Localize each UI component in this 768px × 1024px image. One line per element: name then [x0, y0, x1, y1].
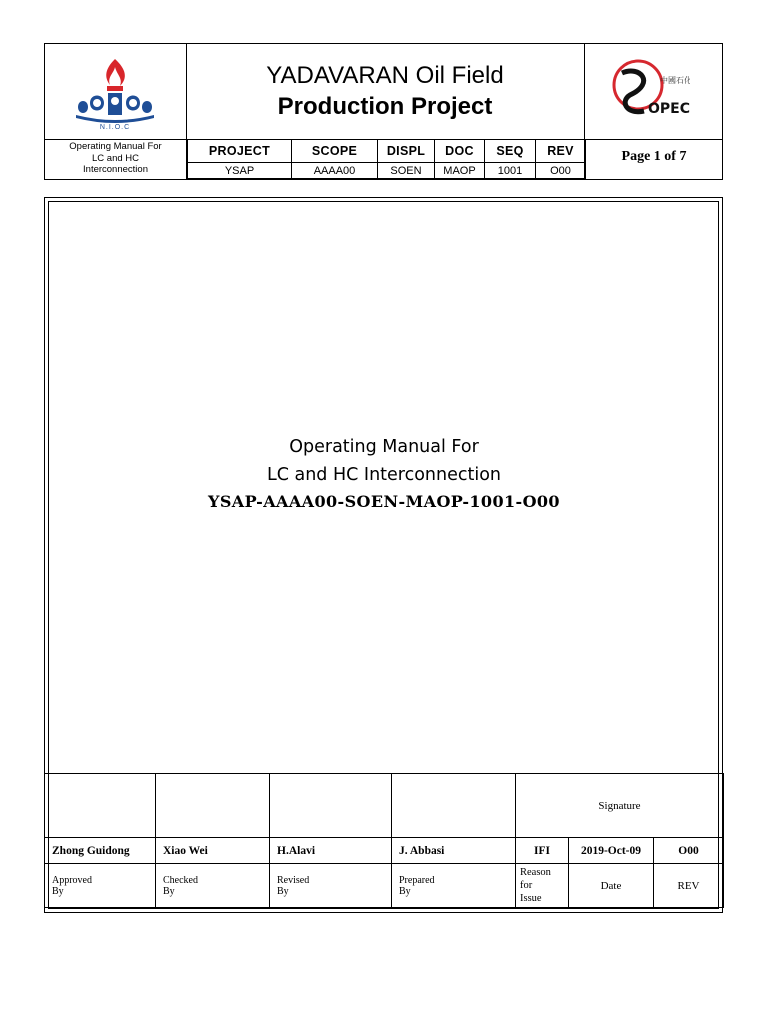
header-doc-caption	[44, 141, 187, 176]
header-divider-logo-caption	[44, 139, 187, 140]
code-header-seq: SEQ	[485, 140, 536, 163]
code-value-project: YSAP	[188, 163, 292, 179]
name-row	[45, 838, 724, 864]
caption-line2: LC and HC	[92, 152, 139, 164]
signature-table	[44, 773, 724, 908]
code-header-project: PROJECT	[188, 140, 292, 163]
nioc-flame-icon	[70, 55, 160, 135]
rev-value: O00	[654, 838, 724, 864]
code-header-doc: DOC	[435, 140, 485, 163]
code-value-scope: AAAA00	[292, 163, 378, 179]
svg-text:中國石化: 中國石化	[660, 76, 690, 85]
role-checked-line1: Checked	[163, 874, 198, 886]
code-value-doc: MAOP	[435, 163, 485, 179]
reason-label-line2: for	[520, 880, 533, 891]
caption-line1: Operating Manual For	[69, 141, 162, 152]
signature-cell-checked	[156, 774, 270, 838]
role-revised-line2: By	[277, 885, 289, 897]
signature-row	[45, 774, 724, 838]
role-checked	[156, 864, 270, 908]
role-prepared	[392, 864, 516, 908]
reviser-name: H.Alavi	[270, 838, 392, 864]
project-title-line1: YADAVARAN Oil Field	[266, 62, 504, 89]
role-approved-line1: Approved	[52, 874, 92, 886]
sinopec-emblem-icon	[610, 53, 690, 133]
checker-name: Xiao Wei	[156, 838, 270, 864]
role-checked-line2: By	[163, 885, 175, 897]
code-value-displ: SOEN	[378, 163, 435, 179]
signature-cell-prepared	[392, 774, 516, 838]
svg-text:OPEC: OPEC	[648, 101, 690, 117]
approver-name: Zhong Guidong	[45, 838, 156, 864]
reason-label	[516, 864, 569, 908]
nioc-logo	[70, 55, 160, 135]
preparer-name: J. Abbasi	[392, 838, 516, 864]
rev-label: REV	[654, 864, 724, 908]
nioc-logo-text: N.I.O.C	[99, 124, 131, 131]
role-revised	[270, 864, 392, 908]
code-value-seq: 1001	[485, 163, 536, 179]
signature-cell-revised	[270, 774, 392, 838]
signature-cell-approved	[45, 774, 156, 838]
document-code-table	[187, 139, 586, 179]
role-prepared-line1: Prepared	[399, 874, 435, 886]
code-header-displ: DISPL	[378, 140, 435, 163]
code-header-rev: REV	[536, 140, 586, 163]
role-prepared-line2: By	[399, 885, 411, 897]
reason-value: IFI	[516, 838, 569, 864]
reason-label-line3: Issue	[520, 893, 542, 904]
code-header-scope: SCOPE	[292, 140, 378, 163]
header-divider-logo-page	[584, 139, 723, 140]
code-value-row	[188, 163, 586, 179]
date-label: Date	[569, 864, 654, 908]
page-number: Page 1 of 7	[621, 149, 687, 164]
role-approved-line2: By	[52, 885, 64, 897]
role-revised-line1: Revised	[277, 874, 310, 886]
role-row	[45, 864, 724, 908]
reason-label-line1: Reason	[520, 867, 551, 878]
caption-line3: Interconnection	[83, 164, 148, 175]
document-header	[44, 43, 723, 180]
document-title-line1: Operating Manual For	[289, 437, 479, 457]
document-title	[0, 433, 768, 515]
date-value: 2019-Oct-09	[569, 838, 654, 864]
signature-label: Signature	[516, 774, 724, 838]
sinopec-logo	[610, 53, 690, 133]
project-title	[187, 60, 583, 122]
code-header-row	[188, 140, 586, 163]
document-title-line2: LC and HC Interconnection	[266, 465, 502, 485]
document-number: YSAP-AAAA00-SOEN-MAOP-1001-O00	[208, 492, 560, 511]
role-approved	[45, 864, 156, 908]
project-title-line2: Production Project	[277, 93, 493, 120]
code-value-rev: O00	[536, 163, 586, 179]
